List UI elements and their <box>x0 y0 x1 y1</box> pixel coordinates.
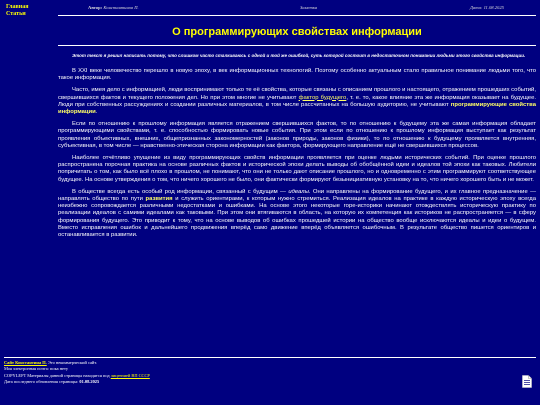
footer-divider <box>4 357 536 358</box>
programming-properties-bold: программирующие свойства информации <box>58 101 537 116</box>
footer-updated-date: 01.08.2025 <box>79 378 100 384</box>
paragraph-2-text-c: . <box>95 109 98 116</box>
nav-home-link[interactable]: Главная <box>6 4 29 10</box>
paragraph-5-text-c: и служить ориентирами, к которым нужно стремиться. Реализация идеалов на практике в каждую историческую эпоху всегда неизбежно сопровождается различными недостатками и ошибками. На основе этого некоторые горе-историки начинают отождествлять историческую практику по реализации идеалов с самими идеалами как таковыми. При этом они втягиваются в область, на которую их компетенция как историков не распространяется — в сферу формирования будущего. Это приводит к тому, что на основе выводов об ошибках прошедшей истории на общество вообще исключаются идеалы и идеи о будущем. Вместо исправления ошибок и дальнейшего продвижения вперёд само движение вперёд объявляется ошибочным. В результате общество пишется ориентиров и останавливается в развитии. <box>58 196 537 239</box>
author-name: Константинов П. <box>103 5 139 10</box>
paragraph-5-text-a: В обществе всегда есть особый род информации, связанный с будущим — <box>72 188 286 195</box>
paragraph-2 <box>58 87 536 116</box>
footer-site-note: Это некоммерческий сайт. <box>46 360 97 365</box>
date-meta <box>470 5 504 10</box>
title-divider <box>58 45 536 46</box>
footer <box>4 360 304 385</box>
top-nav <box>6 4 28 18</box>
footer-copyleft-text: COPYLEFT Материалы данной страницы находятся под <box>4 372 111 378</box>
license-link[interactable]: лицензией ВП СССР <box>110 372 150 378</box>
article-body <box>58 53 536 244</box>
epigraph: Этот текст я решил написать потому, что слишком часто сталкиваюсь с одной и той же ошибкой, суть которой состоит в недостаточном понимании людьми этого свойства информации. <box>72 53 526 58</box>
author-label: Автор: <box>88 5 103 10</box>
topic-meta: Заметка <box>300 5 318 10</box>
header-divider <box>58 15 536 16</box>
footer-email: Моя электронная почта: пока нету <box>4 366 69 372</box>
future-factor-link[interactable]: фактор будущего <box>298 94 347 101</box>
development-bold: развития <box>145 196 173 203</box>
nav-articles-link[interactable]: Статьи <box>6 11 26 17</box>
paragraph-2-text-b: , т. е. то, какое влияние эта же информация оказывает на будущее. Люди при собственных рассуждениях и создании различных материалов, в том числе рассчитанных на большую аудиторию, не учитывают <box>58 94 536 108</box>
paragraph-2-text-a: Часто, имея дело с информацией, люди воспринимают только те её свойства, которые связаны с описанием прошлого и настоящего, отражением прошедших событий, свершившихся фактов и текущего положения дел. Но при этом многие не учитывают <box>58 87 536 101</box>
author-meta <box>88 5 139 10</box>
date-value: 11.08.2025 <box>483 5 504 10</box>
footer-updated-label: Дата последнего обновления страницы: <box>4 378 80 384</box>
paragraph-5 <box>58 189 536 239</box>
ideals-emphasis: идеалы <box>288 188 309 195</box>
document-icon[interactable] <box>522 375 532 388</box>
date-label: Дата: <box>470 5 483 10</box>
footer-updated <box>4 379 304 385</box>
footer-site-link[interactable]: Сайт Константина П. <box>4 360 47 365</box>
paragraph-1: В XXI веке человечество перешло в новую эпоху, в век информационных технологий. Поэтому особенно актуальным стало правильное понимание людьми того, что такое информация. <box>58 68 536 82</box>
page-title: О программирующих свойствах информации <box>172 26 422 38</box>
paragraph-5-text-b: . Они направлены на формирование будущего, и их главное предназначение — направлять общество по пути <box>58 188 537 203</box>
paragraph-4: Наиболее отчётливо упущение из виду программирующих свойств информации проявляется при оценке людьми исторических событий. При оценке прошлого распространена порочная практика на основе различных фактов и исторической эпохи делать выводы об обобщённой идеи и идеалов той эпохи как таковых. Любители попричитать о том, как было всё плохо в прошлом, не понимают, что они не только дают описание прошлого, но и одновременно с этим программируют соответствующее будущее. На основе утверждения о том, что ничего хорошего не было, они фактически формируют безынициативную установку на то, что ничего хорошего быть и не может. <box>58 155 536 183</box>
paragraph-3: Если по отношению к прошлому информация является отражением свершившихся фактов, то по отношению к будущему эта же самая информация обладает программирующими свойствами, т. е. способностью формировать новые события. При этом если по отношению к прошлому информация выступает как результат проявления объективных, внешних, общепризнанных закономерностей (законов природы, законов физики), то по отношению к будущему проявляется внутренняя, субъективная, в том числе — нравственно-этическая сторона информации как фактора, формирующего направление ещё не свершившихся процессов. <box>58 121 536 149</box>
